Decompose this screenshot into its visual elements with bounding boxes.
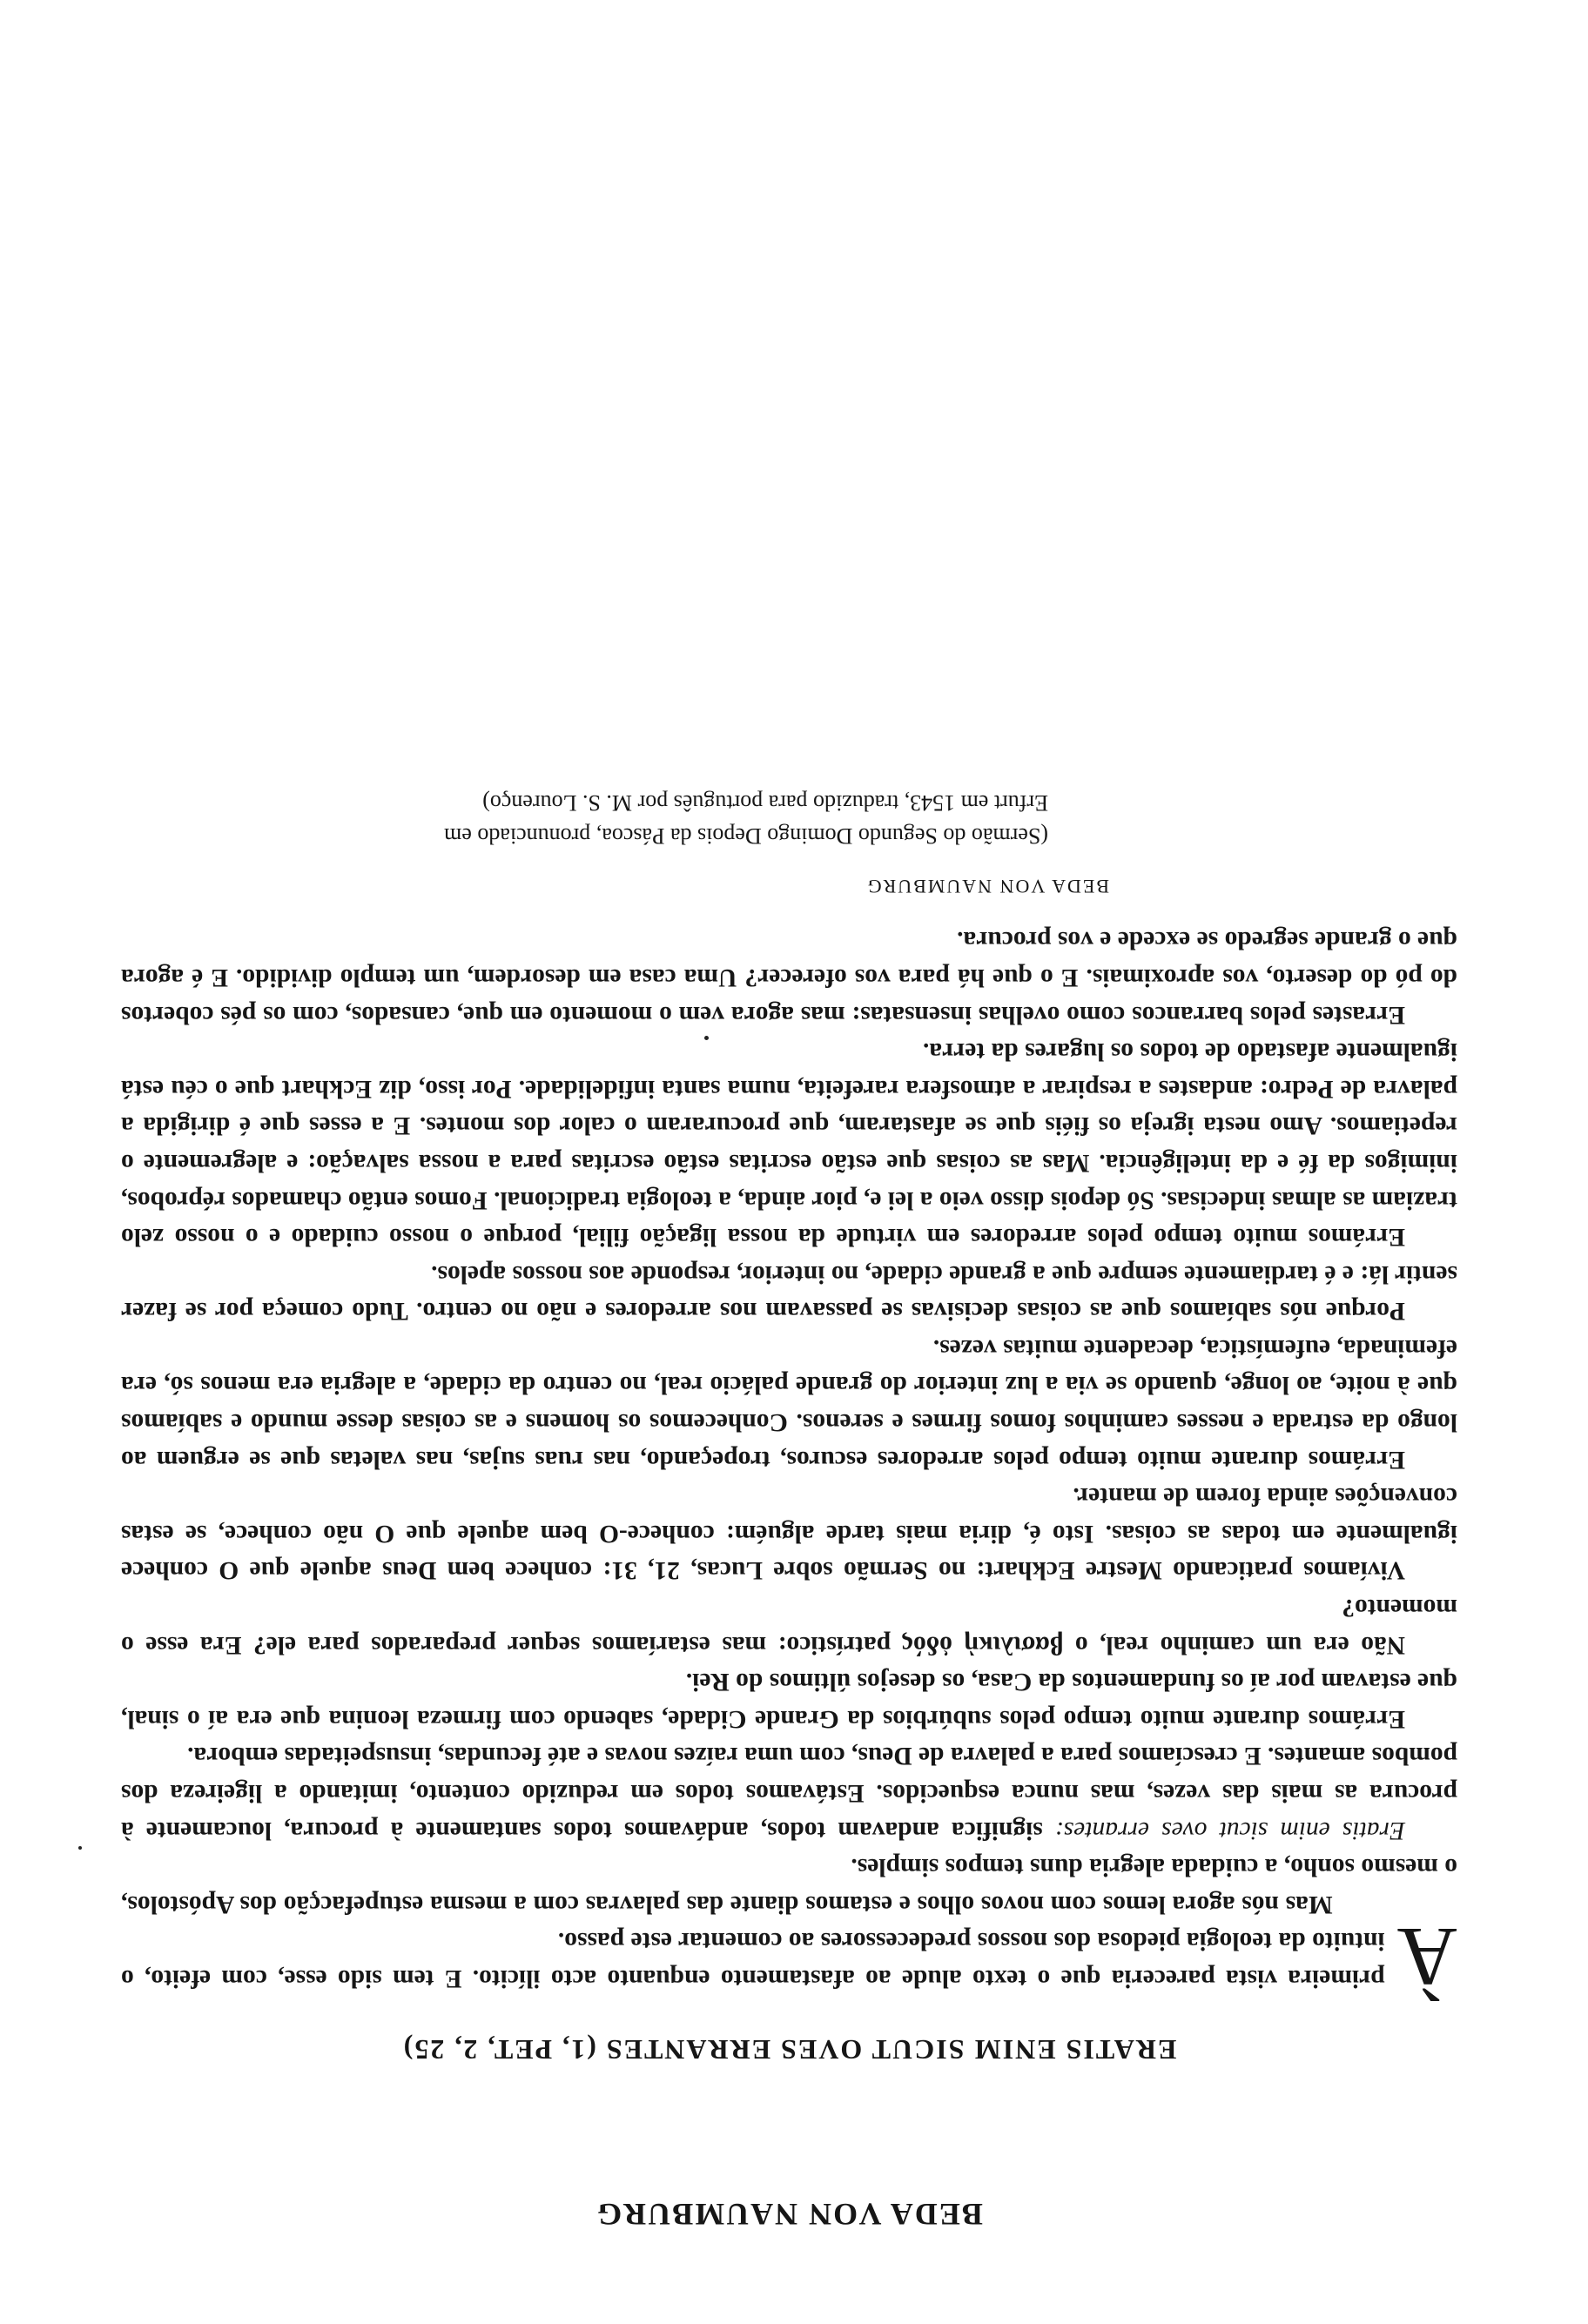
paragraph-text: Mas nós agora lemos com novos olhos e estamos diante das palavras com a mesma estupefacção dos Apóstolos, o mesmo sonho, a cuidada alegria duns tempos simples. bbox=[121, 1853, 1457, 1918]
sermon-text bbox=[120, 922, 1457, 2004]
paragraph-text: Errastes pelos barrancos como ovelhas insensatas: mas agora vem o momento em que, cansados, com os pés cobertos do pó do deserto, vos aproximais. E o que há para vos oferecer? Uma casa em desordem, um templo dividido. E é agora que o grande segredo se excede e vos procura. bbox=[121, 926, 1457, 1029]
document-body bbox=[121, 786, 1457, 2233]
paragraph-8 bbox=[121, 1255, 1457, 1329]
source-note: (Sermão do Segundo Domingo Depois da Páscoa, pronunciado em Erfurt em 1543, traduzido para português por M. S. Lourenço) bbox=[444, 789, 1048, 849]
paragraph-text: Vivíamos praticando Mestre Eckhart: no Sermão sobre Lucas, 21, 31: conhece bem Deus aquele que O conhece igualmente em todas as coisas. Isto é, diria mais tarde alguém: conhece-O bem aquele que O não conhece, se estas convenções ainda forem de manter. bbox=[121, 1482, 1457, 1585]
paragraph-text: Porque nós sabíamos que as coisas decisivas se passavam nos arredores e não no centro. Tudo começa por se fazer sentir lá: e é tardiamente sempre que a grande cidade, no interior, responde aos nossos apelos. bbox=[121, 1259, 1457, 1326]
paragraph-9 bbox=[121, 1033, 1457, 1256]
specks bbox=[78, 1846, 82, 1850]
paragraph-2 bbox=[121, 1849, 1457, 1923]
drop-cap: À bbox=[1396, 1911, 1457, 2004]
paragraph-3 bbox=[121, 1737, 1457, 1849]
sermon-title: ERATIS ENIM SICUT OVES ERRANTES (1, PET, 2, 25) bbox=[401, 2034, 1177, 2065]
paragraph-text: Errámos durante muito tempo pelos subúrbios da Grande Cidade, sabendo com firmeza leonina que era aí o sinal, que estavam por aí os fundamentos da Casa, os desejos últimos do Rei. bbox=[121, 1668, 1457, 1733]
author-signature: BEDA VON NAUMBURG bbox=[865, 875, 1109, 897]
paragraph-7 bbox=[121, 1329, 1457, 1477]
paragraph-5 bbox=[121, 1589, 1457, 1662]
latin-quote: Eratis enim sicut oves errantes: bbox=[1054, 1816, 1405, 1844]
paragraph-text: significa andavam todos, andávamos todos santamente à procura, loucamente à procura as mais das vezes, mas nunca esquecidos. Estávamos todos em reduzido contento, imitando a ligeireza dos pombos amantes. E crescíamos para a palavra de Deus, com uma raízes novas e até fecundas, insuspeitadas embora. bbox=[120, 1742, 1457, 1844]
paragraph-6 bbox=[121, 1478, 1457, 1589]
paragraph-10 bbox=[121, 922, 1457, 1033]
paragraph-1 bbox=[121, 1911, 1457, 2004]
specks bbox=[704, 1036, 709, 1040]
paragraph-text: primeira vista pareceria que o texto alude ao afastamento enquanto acto ilícito. E tem sido esse, com efeito, o intuito da teologia piedosa dos nossos predecessores ao comentar este passo. bbox=[121, 1927, 1385, 1992]
running-head: BEDA VON NAUMBURG bbox=[596, 2197, 983, 2232]
paragraph-text: Errámos muito tempo pelos arredores em virtude da nossa ligação filial, porque o nosso cuidado e o nosso zelo traziam as almas indecisas. Só depois disso veio a lei e, pior ainda, a teologia tradicional. Fomos então chamados réprobos, inimigos da fé e da inteligência. Mas as coisas que estão escritas estão escritas para a nossa salvação: e alegremente o repetiamos. Amo nesta igreja os fiéis que se afastaram, que procuraram o calor dos montes. E a esses que é dirigida a palavra de Pedro: andastes a respirar a atmosfera rarefeita, numa santa infidelidade. Por isso, diz Eckhart que o céu está igualmente afastado de todos os lugares da terra. bbox=[121, 1038, 1457, 1252]
paragraph-text: Errámos durante muito tempo pelos arredores escuros, tropeçando, nas ruas sujas, nas valetas que se erguem ao longo da estrada e nesses caminhos fomos firmes e serenos. Conhecemos os homens e as coisas desse mundo e sabíamos que à noite, ao longe, quando se via a luz interior do grande palácio real, no centro da cidade, a alegria era menos só, era efeminada, eufemística, decadente muitas vezes. bbox=[121, 1333, 1457, 1474]
paragraph-text: Não era um caminho real, o βασιλικὴ ὁδός patrístico: mas estaríamos sequer preparados para ele? Era esse o momento? bbox=[121, 1594, 1457, 1659]
paragraph-4 bbox=[121, 1663, 1457, 1737]
